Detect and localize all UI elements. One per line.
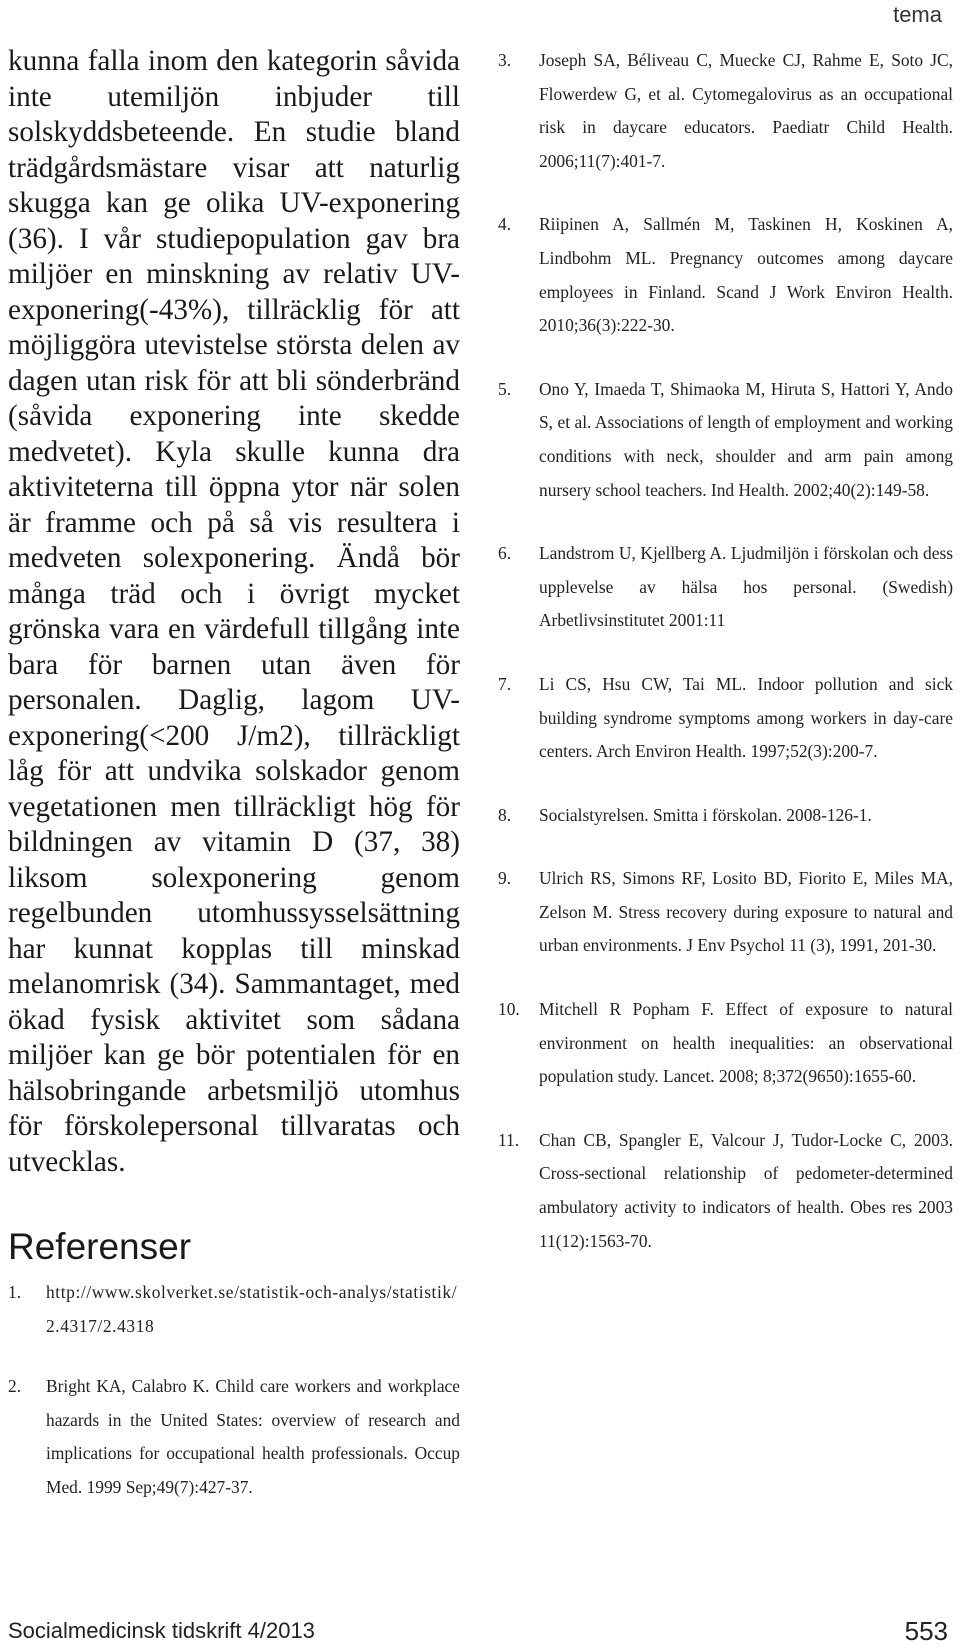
reference-item: [8, 1370, 460, 1504]
reference-number: 1.: [8, 1282, 22, 1302]
reference-number: 9.: [498, 868, 512, 889]
reference-item: [498, 44, 953, 178]
reference-text: Chan CB, Spangler E, Valcour J, Tudor-Locke C, 2003. Cross-sectional relationship of pedometer-determined ambulatory activity to indicators of health. Obes res 2003 11(12):1563-70.: [539, 1129, 953, 1251]
reference-item: [498, 862, 953, 963]
reference-number: 6.: [498, 543, 512, 564]
reference-text: http://www.skolverket.se/statistik-och-analys/statistik/2.4317/2.4318: [46, 1282, 458, 1336]
reference-text: Riipinen A, Sallmén M, Taskinen H, Koskinen A, Lindbohm ML. Pregnancy outcomes among daycare employees in Finland. Scand J Work Environ Health. 2010;36(3):222-30.: [539, 214, 953, 336]
reference-item: [498, 208, 953, 342]
reference-text: Mitchell R Popham F. Effect of exposure to natural environment on health inequalities: an observational population study. Lancet. 2008; 8;372(9650):1655-60.: [539, 999, 953, 1087]
journal-name: Socialmedicinsk tidskrift 4/2013: [8, 1618, 315, 1643]
references-heading: Referenser: [8, 1226, 192, 1267]
reference-text: Ono Y, Imaeda T, Shimaoka M, Hiruta S, Hattori Y, Ando S, et al. Associations of length of employment and working conditions with neck, shoulder and arm pain among nursery school teachers. Ind Health. 2002;40(2):149-58.: [539, 378, 953, 500]
left-column: [8, 44, 460, 1532]
reference-text: Bright KA, Calabro K. Child care workers and workplace hazards in the United States: overview of research and implications for occupational health professionals. Occup Med. 1999 Sep;49(7):427-37.: [46, 1376, 460, 1497]
reference-item: [498, 1124, 953, 1258]
reference-item: [498, 799, 953, 833]
reference-number: 7.: [498, 673, 512, 694]
body-paragraph: kunna falla inom den kategorin såvida inte utemiljön inbjuder till solskyddsbeteende. En studie bland trädgårdsmästare visar att naturlig skugga kan ge olika UV-exponering (36). I vår studiepopulation gav bra miljöer en minskning av relativ UV-exponering(-43%), tillräcklig för att möjliggöra utevistelse största delen av dagen utan risk för att bli sönderbränd (såvida exponering inte skedde medvetet). Kyla skulle kunna dra aktiviteterna till öppna ytor när solen är framme och på så vis resultera i medveten solexponering. Ändå bör många träd och i övrigt mycket grönska vara en värdefull tillgång inte bara för barnen utan även för personalen. Daglig, lagom UV-exponering(<200 J/m2), tillräckligt låg för att undvika solskador genom vegetationen men tillräckligt hög för bildningen av vitamin D (37, 38) liksom solexponering genom regelbunden utomhussysselsättning har kunnat kopplas till minskad melanomrisk (34). Sammantaget, med ökad fysisk aktivitet som sådana miljöer kan ge bör potentialen för en hälsobringande arbetsmiljö utomhus för förskolepersonal tillvaratas och utvecklas.: [8, 45, 460, 1178]
reference-number: 3.: [498, 50, 512, 70]
reference-text: Landstrom U, Kjellberg A. Ljudmiljön i förskolan och dess upplevelse av hälsa hos personal. (Swedish) Arbetlivsinstitutet 2001:11: [539, 543, 953, 631]
reference-list-right: [498, 44, 953, 1258]
reference-item: [498, 537, 953, 638]
reference-list-left: [8, 1276, 460, 1505]
section-tag: tema: [893, 2, 942, 27]
reference-item: [8, 1276, 460, 1343]
reference-number: 2.: [8, 1376, 22, 1397]
reference-text: Ulrich RS, Simons RF, Losito BD, Fiorito E, Miles MA, Zelson M. Stress recovery during exposure to natural and urban environments. J Env Psychol 11 (3), 1991, 201-30.: [539, 868, 953, 956]
reference-number: 5.: [498, 378, 512, 399]
page-number: 553: [904, 1616, 948, 1646]
reference-item: [498, 668, 953, 769]
right-column: [498, 44, 953, 1288]
reference-number: 11.: [498, 1129, 520, 1150]
reference-number: 10.: [498, 999, 520, 1020]
reference-item: [498, 993, 953, 1094]
reference-item: [498, 373, 953, 507]
reference-number: 4.: [498, 214, 512, 235]
reference-number: 8.: [498, 804, 512, 825]
reference-text: Socialstyrelsen. Smitta i förskolan. 2008-126-1.: [539, 804, 872, 825]
reference-text: Joseph SA, Béliveau C, Muecke CJ, Rahme E, Soto JC, Flowerdew G, et al. Cytomegalovirus as an occupational risk in daycare educators. Paediatr Child Health. 2006;11(7):401-7.: [539, 50, 953, 171]
reference-text: Li CS, Hsu CW, Tai ML. Indoor pollution and sick building syndrome symptoms among workers in day-care centers. Arch Environ Health. 1997;52(3):200-7.: [539, 673, 953, 762]
